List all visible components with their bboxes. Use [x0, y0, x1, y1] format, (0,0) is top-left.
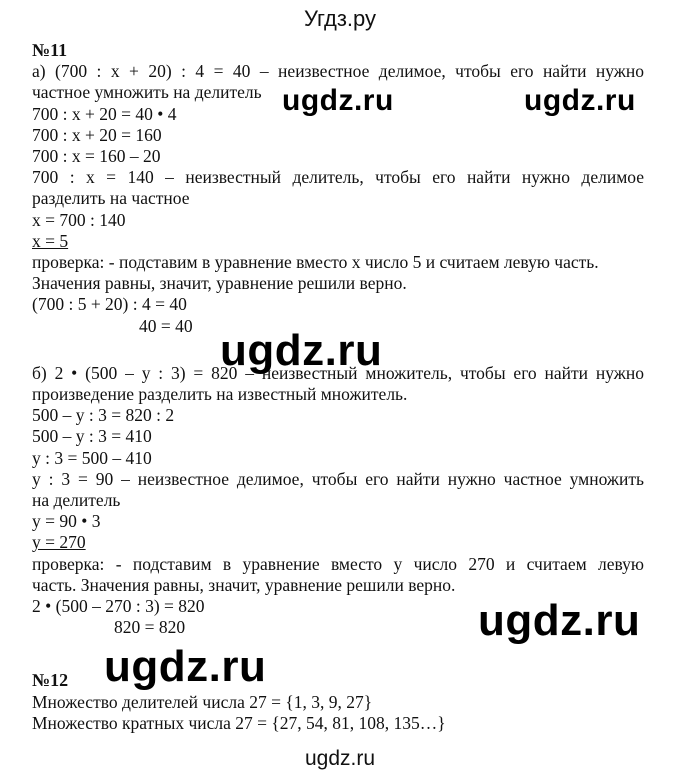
- solution-line: а) (700 : x + 20) : 4 = 40 – неизвестное делимое, чтобы его найти нужно: [32, 61, 644, 82]
- check-line: Значения равны, значит, уравнение решили верно.: [32, 273, 407, 294]
- check-line: часть. Значения равны, значит, уравнение решили верно.: [32, 574, 456, 595]
- check-line: проверка: - подставим в уравнение вместо y число 270 и считаем левую: [32, 553, 644, 574]
- solution-line: x = 700 : 140: [32, 209, 126, 230]
- solution-line: 500 – y : 3 = 820 : 2: [32, 405, 175, 426]
- answer-y: y = 270: [32, 532, 86, 553]
- set-line: Множество делителей числа 27 = {1, 3, 9, 27}: [32, 691, 373, 712]
- watermark: ugdz.ru: [478, 596, 641, 645]
- solution-line: 700 : x + 20 = 160: [32, 124, 162, 145]
- solution-line: разделить на частное: [32, 188, 190, 209]
- task-11-title: №11: [32, 40, 68, 60]
- watermark: ugdz.ru: [104, 642, 267, 691]
- site-header: Угдз.ру: [303, 6, 377, 31]
- check-line: проверка: - подставим в уравнение вместо x число 5 и считаем левую часть.: [32, 252, 599, 273]
- check-line: 40 = 40: [139, 315, 193, 336]
- solution-line: на делитель: [32, 490, 121, 511]
- solution-line: 700 : x + 20 = 40 • 4: [32, 103, 177, 124]
- watermark: ugdz.ru: [282, 84, 394, 117]
- solution-line: произведение разделить на известный множитель.: [32, 384, 408, 405]
- solution-line: y : 3 = 500 – 410: [32, 447, 152, 468]
- solution-line: 700 : x = 160 – 20: [32, 146, 161, 167]
- solution-line: y = 90 • 3: [32, 511, 101, 532]
- solution-line: частное умножить на делитель: [32, 82, 262, 103]
- solution-line: y : 3 = 90 – неизвестное делимое, чтобы его найти нужно частное умножить: [32, 468, 644, 489]
- set-line: Множество кратных числа 27 = {27, 54, 81, 108, 135…}: [32, 712, 446, 733]
- solution-line: 700 : x = 140 – неизвестный делитель, чтобы его найти нужно делимое: [32, 167, 644, 188]
- check-line: 820 = 820: [114, 617, 186, 638]
- task-12-title: №12: [32, 670, 69, 691]
- solution-line: 500 – y : 3 = 410: [32, 426, 152, 447]
- check-line: (700 : 5 + 20) : 4 = 40: [32, 294, 187, 315]
- watermark: ugdz.ru: [220, 326, 383, 375]
- answer-x: x = 5: [32, 230, 69, 251]
- site-footer: ugdz.ru: [304, 747, 376, 770]
- check-line: 2 • (500 – 270 : 3) = 820: [32, 596, 205, 617]
- solution-line: б) 2 • (500 – y : 3) = 820 – неизвестный множитель, чтобы его найти нужно: [32, 362, 644, 383]
- watermark: ugdz.ru: [524, 84, 636, 117]
